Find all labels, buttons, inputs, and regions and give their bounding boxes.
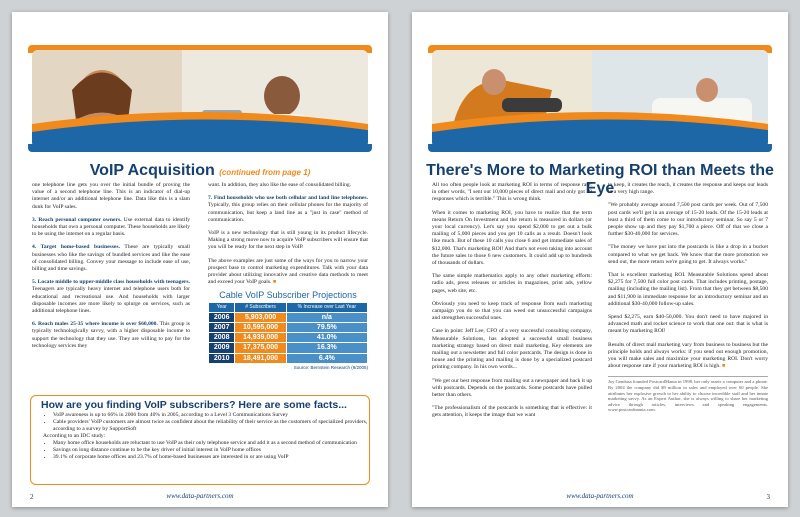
list-item: • 39.1% of corporate home offices and 23.7% of home-based businesses are interested in or are using VoIP	[53, 454, 369, 461]
facts-box	[30, 395, 370, 485]
list-item: • Savings on long distance continue to be the key driver of initial interest in VoIP home offices	[53, 447, 369, 454]
page-number: 3	[766, 493, 770, 501]
paragraph: Results of direct mail marketing vary from business to business but the principle holds and always works: if you send out enough promotion, you will make sales and maximize your marketing ROI. Don't worry about response rate if your marketing ROI is high. ■	[608, 341, 768, 370]
facts-heading: How are you finding VoIP subscribers? Here are some facts...	[41, 399, 347, 411]
hero-frame-bottom	[28, 144, 372, 152]
left-column-2	[208, 182, 368, 371]
page-title-left	[12, 162, 388, 180]
list-item: • VoIP awareness is up to 66% in 2006 from 40% in 2005, according to a Level 3 Communications Survey	[53, 412, 369, 419]
right-column-2	[608, 182, 768, 413]
paragraph: "The money we have put into the postcards is like a drop in a bucket compared to what we get back. We know that the more promotion we send out, the more return we're going to get. It always works."	[608, 244, 768, 265]
paragraph: 5. Locate middle to upper-middle class households with teenagers. Teenagers are typically heavy internet and telephone users both for educational and recreational use. And households with larger disposable incomes are more likely to splurge on services, such as additional telephone lines.	[32, 279, 190, 315]
left-column-1	[32, 182, 190, 356]
table-row: 2009 17,375,000 16.3%	[209, 343, 368, 353]
paragraph: 4. Target home-based businesses. These are typically small businesses who like the savings of bundled services and like the ease of consolidated billing. Convey your message to include ease of use, billing and time savings.	[32, 244, 190, 273]
list-item: According to an IDC study:	[43, 433, 106, 439]
title-text: VoIP Acquisition	[89, 162, 215, 179]
facts-list	[31, 412, 369, 461]
paragraph: All too often people look at marketing ROI in terms of response rate: in other words, "I sent out 10,000 pieces of direct mail and only got 39 responses which is terrible." This is wrong think.	[432, 182, 592, 203]
hero-photo-right	[432, 50, 768, 148]
footer-url[interactable]: www.data-partners.com	[566, 492, 634, 500]
paragraph: one telephone line gets you over the initial bundle of proving the value of a second telephone line. This is an indicator of dial-up internet and/or an additional telephone line. Data like this is a slam dunk for VoIP sales.	[32, 182, 190, 210]
paragraph: Obviously you need to keep track of response from each marketing campaign you do so that you can weed out unsuccessful campaigns and strengthen successful ones.	[432, 300, 592, 322]
page-title-right: There's More to Marketing ROI than Meets the Eye	[426, 162, 774, 197]
hero-photo-left	[32, 50, 368, 148]
subscriber-table	[208, 302, 368, 364]
paragraph: The above examples are just some of the ways for you to narrow your prospect base to control marketing expenditures. Talk with your data provider about utilizing innovative and creative data methods to meet and exceed your VoIP goals. ■	[208, 257, 368, 286]
footer-url[interactable]: www.data-partners.com	[166, 492, 234, 500]
paragraph: VoIP is a new technology that is still young in its product lifecycle. Making a strong move now to acquire VoIP subscribers will ensure that you will be ready for the next step in VoIP.	[208, 230, 368, 251]
paragraph: Case in point: Jeff Lee, CFO of a very successful consulting company, Measurable Solutions, has adopted a successful small business marketing strategy based on direct mail marketing. Key elements are mailing out a newsletter and full color postcards. The design is done in house and the printing and mailing is done by a specialized postcard printing company. In his own words...	[432, 328, 592, 371]
left-page	[12, 12, 388, 507]
paragraph: 3. Reach personal computer owners. Use external data to identify households that own a personal computer. These households are likely to be using the internet on a regular basis.	[32, 216, 190, 238]
list-item: • Many home office households are reluctant to use VoIP as their only telephone service and add it as a second method of communication	[53, 440, 369, 447]
hero-image-left	[32, 50, 368, 148]
table-title: Cable VoIP Subscriber Projections	[219, 290, 357, 301]
paragraph: That is excellent marketing ROI. Measurable Solutions spend about $2,275 for 7,500 full color post cards. That includes printing, postage, mailing (including the mailing list). From that they get between $8,500 and $11,900 in immediate response for an introductory seminar and an additional $30-40,000 follow-up sales.	[608, 272, 768, 307]
table-row: 2006 5,903,000 n/a	[209, 312, 368, 322]
paragraph: "The professionalism of the postcards is something that is effective: it gets attention, it keeps the image that we want	[432, 405, 592, 419]
table-header: Year	[209, 302, 235, 312]
table-header: # Subscribers	[235, 302, 286, 312]
list-item: • Cable providers' VoIP customers are almost twice as confident about the reliability of their service as the customers of specialized providers, according to a survey by SupportSoft	[53, 419, 369, 433]
right-page	[412, 12, 788, 507]
paragraph: want. In addition, they also like the ease of consolidated billing.	[208, 182, 352, 188]
table-row: 2010 18,491,000 6.4%	[209, 353, 368, 363]
hero-frame-bottom	[428, 144, 772, 152]
paragraph: Spend $2,275, earn $40-50,000. You don't need to have majored in advanced math and rocket science to work that one out: that is what is meant by marketing ROI!	[608, 314, 768, 335]
paragraph: 6. Reach males 25-35 where income is over $60,000. This group is typically technologically savvy, with a higher disposable income to support the technology that they use. They are willing to pay for the technology services they	[32, 321, 190, 349]
title-continued: (continued from page 1)	[219, 168, 311, 177]
paragraph: "We get our best response from mailing out a newspaper and back it up with postcards. Depends on the postcards. Some postcards have pulled better than others.	[432, 377, 592, 399]
page-number: 2	[30, 493, 34, 501]
table-row: 2008 14,939,000 41.0%	[209, 333, 368, 343]
right-column-1	[432, 182, 592, 426]
table-source: Source: Bernstein Research (9/2005)	[293, 364, 368, 370]
paragraph: to keep, it creates the reach, it creates the response and keeps our leads in a very high range.	[608, 182, 768, 196]
author-bio: Joy Gendusa founded PostcardMania in 1998, her only assets a computer and a phone. By 2004 the company did $9 million in sales and employed over 60 people. She attributes her explosive growth to her ability to choose incredible staff and her innate marketing savvy. As an Expert Author, she is always willing to share her marketing advice through articles, interviews and speaking engagements. www.postcardmania.com.	[608, 376, 768, 413]
paragraph: When it comes to marketing ROI, you have to realize that the term means Return On Investment and the return is measured in dollars (or your local currency). Let's say you spend $2,000 to get out a bulk mailing of 5,000 pieces and you get 10 calls as a result. Doesn't look like much. But of these 10 calls you close 6 and get immediate sales of $12,000. That's marketing ROI! And that's not even taking into account the future sales to those 6 new customers. It could add up to hundreds of thousands of dollars.	[432, 209, 592, 267]
paragraph: The same simple mathematics apply to any other marketing efforts: radio ads, press releases or articles in magazines, print ads, yellow pages, web site, etc.	[432, 273, 592, 294]
table-header: % Increase over Last Year	[286, 302, 367, 312]
table-row: 2007 10,595,000 79.5%	[209, 323, 368, 333]
hero-image-right	[432, 50, 768, 148]
paragraph: 7. Find households who use both cellular and land line telephones. Typically, this group relies on their cellular phones for the majority of communication, but keep a land line as a "just in case" method of communication.	[208, 195, 368, 223]
paragraph: "We probably average around 7,500 post cards per week. Out of 7,500 post cards we'll get in an average of 15-20 leads. Of the 15-20 leads at least a third of them come to our introductory seminar. So say 5 or 7 people show up and they pay $1,700 a piece. Off of that we close a further $30-40,000 for services.	[608, 202, 768, 238]
voip-table-block	[208, 292, 368, 371]
